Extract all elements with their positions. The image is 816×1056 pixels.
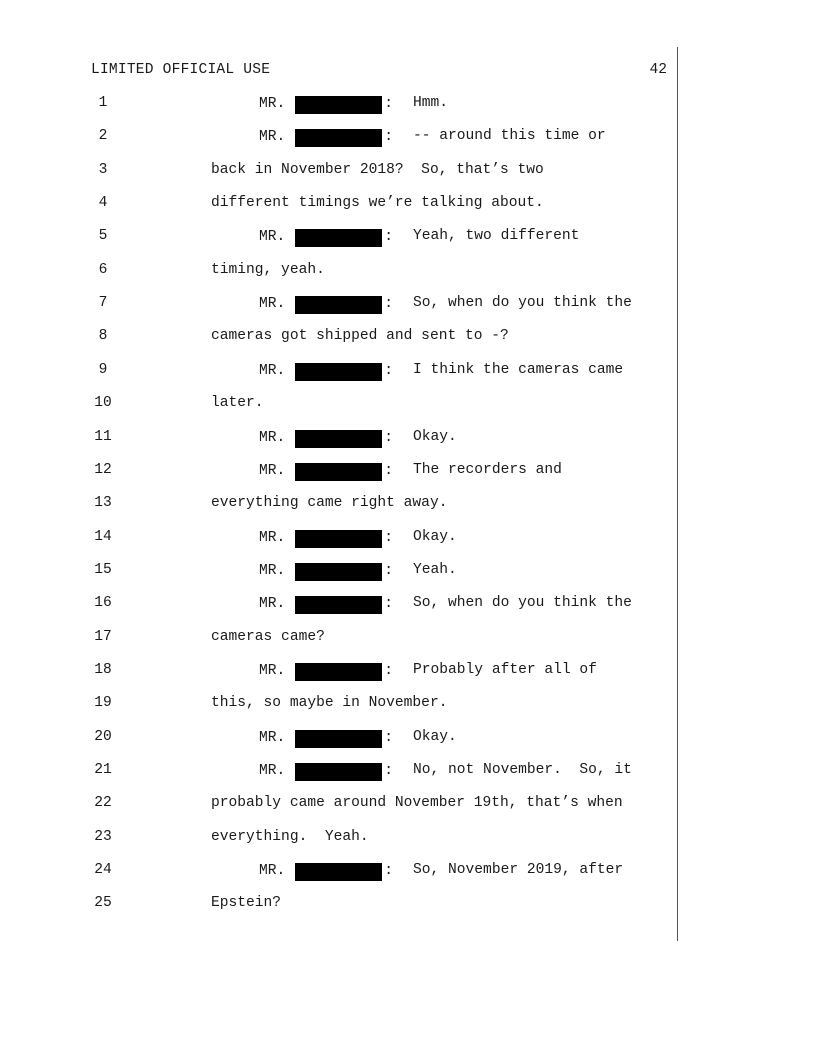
speaker-prefix: MR. <box>259 662 286 679</box>
speech-text: Okay. <box>413 428 457 445</box>
speaker-prefix: MR. <box>259 362 286 379</box>
transcript-line <box>0 328 816 352</box>
transcript-line <box>0 729 816 753</box>
continuation-text: everything came right away. <box>211 495 448 512</box>
continuation-text: probably came around November 19th, that’s when <box>211 795 623 812</box>
line-number: 21 <box>94 762 112 778</box>
line-number: 16 <box>94 595 112 612</box>
speaker-label <box>259 362 393 380</box>
speaker-prefix: MR. <box>259 596 286 613</box>
speech-text: The recorders and <box>413 461 562 478</box>
speaker-colon: : <box>384 229 394 246</box>
speech-text: Hmm. <box>413 95 449 111</box>
speaker-prefix: MR. <box>259 529 286 546</box>
redaction-box <box>295 430 382 448</box>
transcript-line <box>0 695 816 719</box>
line-number: 25 <box>94 895 112 912</box>
line-number: 22 <box>94 795 112 812</box>
redaction-box <box>295 296 382 314</box>
redaction-box <box>295 563 382 581</box>
transcript-line <box>0 462 816 486</box>
redaction-box <box>295 863 382 881</box>
redaction-box <box>295 530 382 548</box>
transcript-line <box>0 95 816 119</box>
continuation-text: this, so maybe in November. <box>211 695 448 712</box>
speech-text: No, not November. So, it <box>413 762 632 778</box>
line-number: 19 <box>94 695 112 712</box>
transcript-line <box>0 195 816 219</box>
transcript-line <box>0 595 816 619</box>
redaction-box <box>295 763 382 781</box>
speech-text: So, when do you think the <box>413 295 632 312</box>
transcript-line <box>0 395 816 419</box>
line-number: 20 <box>94 728 112 745</box>
line-number: 18 <box>94 661 112 678</box>
speaker-label <box>259 862 393 880</box>
line-number: 5 <box>98 228 108 245</box>
line-number: 1 <box>98 95 108 111</box>
line-number: 3 <box>98 161 108 178</box>
continuation-text: later. <box>211 395 264 412</box>
speaker-colon: : <box>384 429 394 446</box>
speaker-label <box>259 762 393 780</box>
speaker-label <box>259 95 393 113</box>
line-number: 24 <box>94 862 112 879</box>
transcript-line <box>0 762 816 786</box>
speaker-label <box>259 228 393 246</box>
speaker-prefix: MR. <box>259 763 286 779</box>
continuation-text: Epstein? <box>211 895 282 912</box>
line-number: 6 <box>98 261 108 278</box>
speaker-label <box>259 662 393 680</box>
redaction-box <box>295 229 382 247</box>
speaker-label <box>259 128 393 146</box>
line-number: 13 <box>94 495 112 512</box>
speaker-prefix: MR. <box>259 429 286 446</box>
speaker-prefix: MR. <box>259 129 286 146</box>
transcript-line <box>0 629 816 653</box>
transcript-line <box>0 662 816 686</box>
transcript-line <box>0 295 816 319</box>
redaction-box <box>295 129 382 147</box>
transcript-line <box>0 495 816 519</box>
continuation-text: cameras came? <box>211 628 325 645</box>
speech-text: Yeah, two different <box>413 228 580 245</box>
speaker-label <box>259 529 393 547</box>
speaker-colon: : <box>384 529 394 546</box>
speaker-prefix: MR. <box>259 96 286 112</box>
speaker-colon: : <box>384 362 394 379</box>
continuation-text: everything. Yeah. <box>211 828 369 845</box>
speech-text: Okay. <box>413 528 457 545</box>
speech-text: I think the cameras came <box>413 361 624 378</box>
speaker-label <box>259 462 393 480</box>
line-number: 7 <box>98 295 108 312</box>
transcript-line <box>0 862 816 886</box>
line-number: 4 <box>98 195 108 212</box>
line-number: 11 <box>94 428 112 445</box>
line-number: 10 <box>94 395 112 412</box>
transcript-line <box>0 795 816 819</box>
transcript-line <box>0 895 816 919</box>
speaker-prefix: MR. <box>259 296 286 313</box>
redaction-box <box>295 596 382 614</box>
continuation-text: different timings we’re talking about. <box>211 195 544 212</box>
transcript-line <box>0 562 816 586</box>
speaker-colon: : <box>384 296 394 313</box>
speaker-label <box>259 729 393 747</box>
redaction-box <box>295 363 382 381</box>
speaker-prefix: MR. <box>259 562 286 579</box>
redaction-box <box>295 463 382 481</box>
transcript-line <box>0 262 816 286</box>
continuation-text: back in November 2018? So, that’s two <box>211 161 544 178</box>
speaker-colon: : <box>384 462 394 479</box>
speaker-colon: : <box>384 729 394 746</box>
speaker-prefix: MR. <box>259 229 286 246</box>
line-number: 17 <box>94 628 112 645</box>
speaker-colon: : <box>384 562 394 579</box>
continuation-text: timing, yeah. <box>211 261 325 278</box>
speaker-prefix: MR. <box>259 462 286 479</box>
speaker-prefix: MR. <box>259 729 286 746</box>
speaker-label <box>259 429 393 447</box>
speaker-colon: : <box>384 863 394 880</box>
speaker-label <box>259 562 393 580</box>
speech-text: Okay. <box>413 728 457 745</box>
redaction-box <box>295 96 382 114</box>
transcript-line <box>0 362 816 386</box>
line-number: 2 <box>98 128 108 145</box>
transcript-line <box>0 529 816 553</box>
speaker-colon: : <box>384 662 394 679</box>
speech-text: -- around this time or <box>413 128 606 145</box>
speaker-colon: : <box>384 96 394 112</box>
transcript-line <box>0 829 816 853</box>
line-number: 14 <box>94 528 112 545</box>
speech-text: Yeah. <box>413 561 457 578</box>
speaker-colon: : <box>384 129 394 146</box>
redaction-box <box>295 730 382 748</box>
speech-text: So, when do you think the <box>413 595 632 612</box>
continuation-text: cameras got shipped and sent to -? <box>211 328 509 345</box>
line-number: 23 <box>94 828 112 845</box>
transcript-line <box>0 162 816 186</box>
speaker-colon: : <box>384 596 394 613</box>
page-header-classification: LIMITED OFFICIAL USE <box>91 62 271 78</box>
line-number: 8 <box>98 328 108 345</box>
speaker-prefix: MR. <box>259 863 286 880</box>
speech-text: Probably after all of <box>413 661 597 678</box>
transcript-line <box>0 429 816 453</box>
line-number: 9 <box>98 361 108 378</box>
speaker-colon: : <box>384 763 394 779</box>
line-number: 15 <box>94 561 112 578</box>
transcript-line <box>0 228 816 252</box>
line-number: 12 <box>94 461 112 478</box>
speaker-label <box>259 595 393 613</box>
transcript-line <box>0 128 816 152</box>
speaker-label <box>259 295 393 313</box>
page-number: 42 <box>649 62 667 78</box>
redaction-box <box>295 663 382 681</box>
speech-text: So, November 2019, after <box>413 862 624 879</box>
